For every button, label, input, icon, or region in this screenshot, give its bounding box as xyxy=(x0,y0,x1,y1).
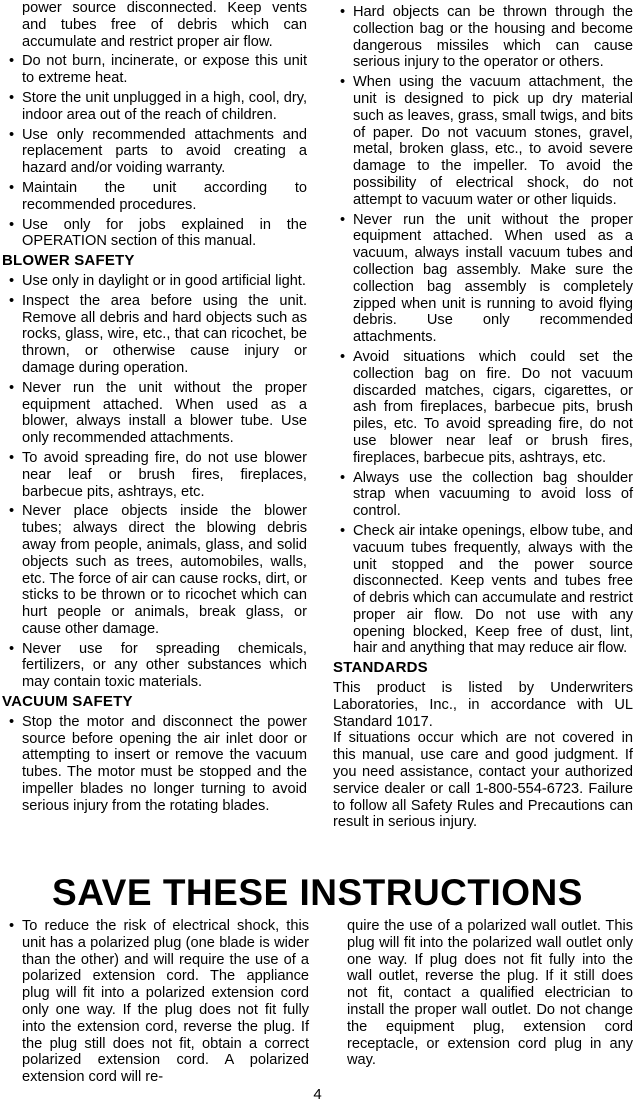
general-bullet: • Use only for jobs explained in the OPERATION section of this manual. xyxy=(2,217,307,251)
polarized-plug-bullet: • To reduce the risk of electrical shock, this unit has a polarized plug (one blade is wider than the other) and will require the use of a polarized extension cord. The appliance plug will fit into a polarized extension cord only one way. If the plug does not fit fully into the extension cord, reverse the plug. If the plug still does not fit, obtain a correct polarized extension cord. A polarized extension cord will re- xyxy=(2,918,309,1086)
blower-bullet: • To avoid spreading fire, do not use blower near leaf or brush fires, fireplaces, barbecue pits, ashtrays, etc. xyxy=(2,450,307,500)
right-column xyxy=(333,4,633,831)
vacuum-bullet: • Stop the motor and disconnect the power source before opening the air inlet door or attempting to insert or remove the vacuum tubes. The motor must be stopped and the impeller blades no longer turning to avoid serious injury from the rotating blades. xyxy=(2,714,307,815)
blower-bullet: • Never use for spreading chemicals, fertilizers, or any other substances which may contain toxic materials. xyxy=(2,641,307,691)
general-bullet: • Maintain the unit according to recommended procedures. xyxy=(2,180,307,214)
general-bullet: • Do not burn, incinerate, or expose this unit to extreme heat. xyxy=(2,53,307,87)
page-number: 4 xyxy=(313,1086,322,1103)
blower-bullet: • Use only in daylight or in good artificial light. xyxy=(2,273,307,290)
general-bullet: • Use only recommended attachments and replacement parts to avoid creating a hazard and/or voiding warranty. xyxy=(2,127,307,177)
vacuum-bullet: • Never run the unit without the proper equipment attached. When used as a vacuum, always install vacuum tubes and collection bag assembly. Make sure the collection bag assembly is completely zipped when unit is running to avoid flying debris. Use only recommended attachments. xyxy=(333,212,633,346)
vacuum-bullet: • Avoid situations which could set the collection bag on fire. Do not vacuum discarded matches, cigars, cigarettes, or ash from fireplaces, barbecue pits, brush piles, etc. To avoid spreading fire, do not use blower near leaf or brush fires, fireplaces, barbecue pits, ashtrays, etc. xyxy=(333,349,633,467)
standards-heading: STANDARDS xyxy=(333,659,428,677)
general-bullet: • Store the unit unplugged in a high, cool, dry, indoor area out of the reach of children. xyxy=(2,90,307,124)
standards-paragraph: This product is listed by Underwriters Laboratories, Inc., in accordance with UL Standard 1017. xyxy=(333,680,633,730)
bottom-left-column xyxy=(2,918,309,1089)
assistance-paragraph: If situations occur which are not covered in this manual, use care and good judgment. If you need assistance, contact your authorized service dealer or call 1-800-554-6723. Failure to follow all Safety Rules and Precautions can result in serious injury. xyxy=(333,730,633,831)
vacuum-bullet: • Check air intake openings, elbow tube, and vacuum tubes frequently, always with the unit stopped and the power source disconnected. Keep vents and tubes free of debris which can accumulate and restrict proper air flow. Do not use with any opening blocked, Keep free of dust, lint, hair and anything that may reduce air flow. xyxy=(333,523,633,657)
vacuum-bullet: • Always use the collection bag shoulder strap when vacuuming to avoid loss of control. xyxy=(333,470,633,520)
continued-paragraph: power source disconnected. Keep vents and tubes free of debris which can accumulate and restrict proper air flow. xyxy=(22,0,307,50)
vacuum-safety-heading: VACUUM SAFETY xyxy=(2,693,133,711)
vacuum-bullet: • Hard objects can be thrown through the collection bag or the housing and become dangerous missiles which can cause serious injury to the operator or others. xyxy=(333,4,633,71)
blower-bullet: • Inspect the area before using the unit. Remove all debris and hard objects such as rocks, glass, wire, etc., that can ricochet, be thrown, or otherwise cause injury or damage during operation. xyxy=(2,293,307,377)
bottom-right-column xyxy=(347,918,633,1069)
vacuum-bullet: • When using the vacuum attachment, the unit is designed to pick up dry material such as leaves, grass, small twigs, and bits of paper. Do not vacuum stones, gravel, metal, broken glass, etc., to avoid severe damage to the impeller. To avoid the possibility of electrical shock, do not attempt to vacuum water or other liquids. xyxy=(333,74,633,208)
polarized-plug-continued: quire the use of a polarized wall outlet. This plug will fit into the polarized wall outlet only one way. If plug does not fit fully into the wall outlet, reverse the plug. If it still does not fit, contact a qualified electrician to install the proper wall outlet. Do not change the equipment plug, extension cord receptacle, or extension cord plug in any way. xyxy=(347,918,633,1069)
left-column xyxy=(2,0,307,818)
blower-safety-heading: BLOWER SAFETY xyxy=(2,252,135,270)
blower-bullet: • Never place objects inside the blower tubes; always direct the blowing debris away from people, animals, glass, and solid objects such as trees, automobiles, walls, etc. The force of air can cause rocks, dirt, or sticks to be thrown or to ricochet which can hurt people or animals, break glass, or cause other damage. xyxy=(2,503,307,637)
blower-bullet: • Never run the unit without the proper equipment attached. When used as a blower, always install a blower tube. Use only recommended attachments. xyxy=(2,380,307,447)
save-instructions-title: SAVE THESE INSTRUCTIONS xyxy=(52,872,583,913)
